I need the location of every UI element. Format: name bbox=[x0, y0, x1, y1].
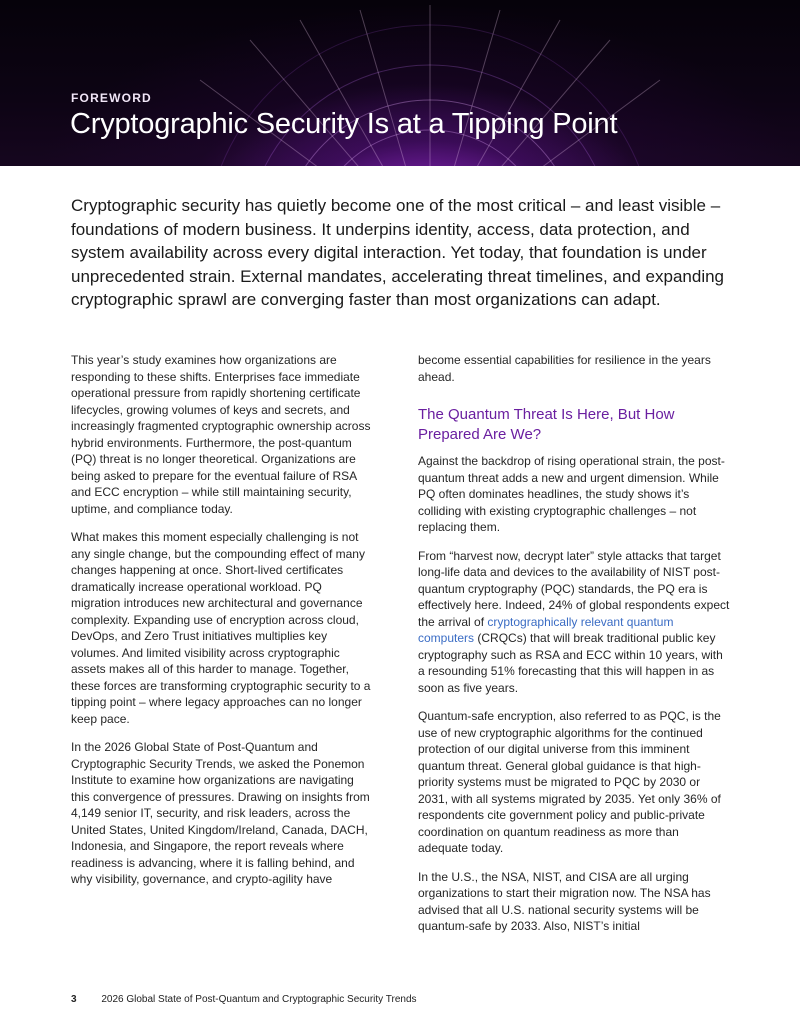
page-footer bbox=[71, 994, 417, 1005]
body-paragraph: This year’s study examines how organizations are responding to these shifts. Enterprises face immediate operational pressure from rapidly shortening certificate lifecycles, growing volumes of keys and secrets, and increasingly fragmented cryptographic ownership across hybrid environments. Furthermore, the post-quantum (PQ) threat is no longer theoretical. Organizations are being asked to prepare for the eventual failure of RSA and ECC encryption – while still maintaining security, uptime, and compliance today. bbox=[71, 353, 371, 516]
section-eyebrow: FOREWORD bbox=[71, 91, 152, 105]
hero-banner bbox=[0, 0, 800, 166]
left-column bbox=[71, 352, 371, 900]
lead-paragraph: Cryptographic security has quietly become one of the most critical – and least visible – foundations of modern business. It underpins identity, access, data protection, and system availability across every digital interaction. Yet today, that foundation is under unprecedented strain. External mandates, accelerating threat timelines, and expanding cryptographic sprawl are converging faster than most organizations can adapt. bbox=[71, 196, 725, 309]
body-paragraph: Against the backdrop of rising operational strain, the post-quantum threat adds a new and urgent dimension. While PQ often dominates headlines, the study shows it’s colliding with existing cryptographic challenges – not replacing them. bbox=[418, 454, 725, 534]
hero-portal-graphic bbox=[0, 0, 800, 166]
crqc-link[interactable]: cryptographically relevant quantum computers bbox=[418, 614, 674, 645]
footer-report-title: 2026 Global State of Post-Quantum and Cryptographic Security Trends bbox=[101, 994, 417, 1005]
right-column bbox=[418, 352, 732, 947]
body-paragraph-with-link bbox=[418, 548, 732, 697]
paragraph-text: (CRQCs) that will break traditional public key cryptography such as RSA and ECC within 10 years, with a resounding 51% forecasting that this will happen in as soon as five years. bbox=[418, 631, 723, 695]
body-paragraph: In the 2026 Global State of Post-Quantum and Cryptographic Security Trends, we asked the Ponemon Institute to examine how organizations are navigating this convergence of pressures. Drawing on insights from 4,149 senior IT, security, and risk leaders, across the United States, United Kingdom/Ireland, Canada, DACH, Indonesia, and Singapore, the report reveals where readiness is advancing, where it is falling behind, and why visibility, governance, and crypto-agility have bbox=[71, 740, 370, 886]
page-number: 3 bbox=[71, 994, 77, 1005]
section-subheading: The Quantum Threat Is Here, But How Prepared Are We? bbox=[418, 406, 675, 443]
paragraph-text: From “harvest now, decrypt later” style attacks that target long-life data and devices to the availability of NIST post-quantum cryptography (PQC) standards, the PQ era is effectively here. Indeed, 24% of global respondents expect the arrival of bbox=[418, 548, 730, 629]
body-paragraph: What makes this moment especially challenging is not any single change, but the compounding effect of many changes happening at once. Short-lived certificates dramatically increase operational workload. PQ migration introduces new architectural and governance complexity. Expanding use of encryption across cloud, DevOps, and Zero Trust initiatives multiplies key volumes. And limited visibility across cryptographic assets makes all of this harder to manage. Together, these forces are transforming cryptographic security to a tipping point – where legacy approaches can no longer keep pace. bbox=[71, 530, 371, 726]
continued-paragraph: become essential capabilities for resilience in the years ahead. bbox=[418, 353, 711, 384]
body-paragraph: Quantum-safe encryption, also referred to as PQC, is the use of new cryptographic algorithms for the continued protection of our digital universe from this imminent quantum threat. General global guidance is that high-priority systems must be migrated to PQC by 2030 or 2031, with all systems migrated by 2035. Yet only 36% of respondents cite government policy and public-private coordination on quantum readiness as more than adequate today. bbox=[418, 709, 721, 855]
page-title: Cryptographic Security Is at a Tipping Point bbox=[70, 108, 618, 140]
body-paragraph: In the U.S., the NSA, NIST, and CISA are all urging organizations to start their migration now. The NSA has advised that all U.S. national security systems will be quantum-safe by 2033. Also, NIST’s initial bbox=[418, 869, 711, 933]
